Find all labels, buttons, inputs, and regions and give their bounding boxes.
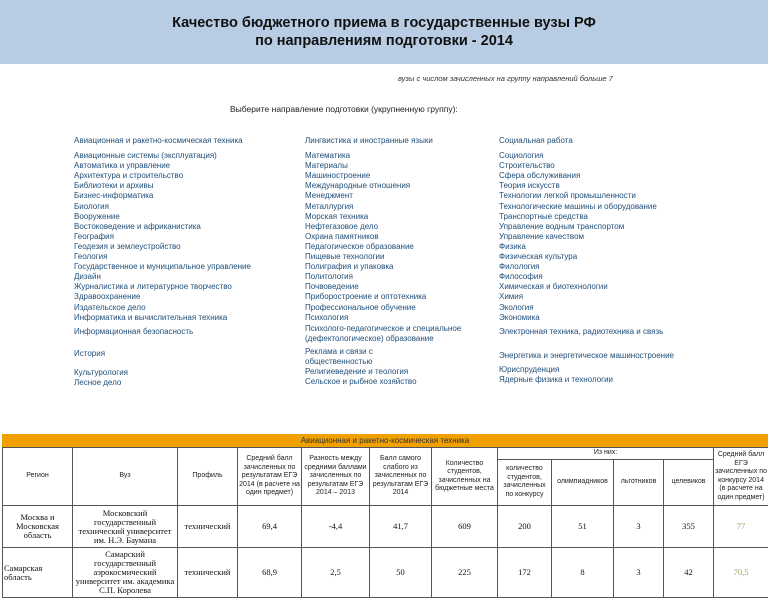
header-vuz: Вуз xyxy=(73,448,178,506)
directions-column-3 xyxy=(499,136,699,385)
direction-link[interactable]: Политология xyxy=(305,272,353,282)
note-text: вузы с числом зачисленных на группу направлений больше 7 xyxy=(398,74,613,83)
direction-link[interactable]: Дизайн xyxy=(74,272,101,282)
cell-vuz: Московский государственный технический университет им. Н.Э. Баумана xyxy=(73,506,178,548)
choose-direction-label: Выберите направление подготовки (укрупненную группу): xyxy=(230,104,458,114)
header-avg2014: Средний балл зачисленных по результатам ЕГЭ 2014 (в расчете на один предмет) xyxy=(238,448,302,506)
header-diff: Разность между средними баллами зачисленных по результатам ЕГЭ 2014 – 2013 xyxy=(302,448,370,506)
header-targeted: целевиков xyxy=(664,459,714,506)
cell-weakest: 41,7 xyxy=(370,506,432,548)
cell-avg2014: 69,4 xyxy=(238,506,302,548)
direction-link[interactable]: Информатика и вычислительная техника xyxy=(74,312,228,322)
cell-budget-count: 609 xyxy=(432,506,498,548)
cell-privileged: 3 xyxy=(614,548,664,598)
direction-link[interactable]: Охрана памятников xyxy=(305,231,379,241)
table-row xyxy=(3,506,768,548)
direction-link[interactable]: Электронная техника, радиотехника и связь xyxy=(499,326,664,336)
direction-link[interactable]: Пищевые технологии xyxy=(305,252,385,262)
direction-link[interactable]: Авиационные системы (эксплуатация) xyxy=(74,151,217,161)
direction-link[interactable]: Сельское и рыбное хозяйство xyxy=(305,376,417,386)
direction-link[interactable]: Управление качеством xyxy=(499,231,585,241)
direction-link[interactable]: Социальная работа xyxy=(499,136,573,145)
results-table xyxy=(2,447,768,598)
cell-avg2014: 68,9 xyxy=(238,548,302,598)
cell-targeted: 42 xyxy=(664,548,714,598)
cell-diff: 2,5 xyxy=(302,548,370,598)
direction-link[interactable]: Строительство xyxy=(499,161,555,171)
header-group: Из них: xyxy=(498,448,714,460)
direction-link[interactable]: Почвоведение xyxy=(305,282,359,292)
direction-link[interactable]: Журналистика и литературное творчество xyxy=(74,282,232,292)
direction-link[interactable]: Культурология xyxy=(74,367,129,377)
direction-link[interactable]: Юриспруденция xyxy=(499,364,560,374)
page-title-line1: Качество бюджетного приема в государственные вузы РФ xyxy=(172,15,596,31)
cell-diff: -4,4 xyxy=(302,506,370,548)
direction-link[interactable]: Международные отношения xyxy=(305,181,411,191)
direction-link[interactable]: Филология xyxy=(499,262,540,272)
header-contest-count: количество студентов, зачисленных по конкурсу xyxy=(498,459,552,506)
direction-link[interactable]: Технологии легкой промышленности xyxy=(499,191,636,201)
cell-olympiad: 51 xyxy=(552,506,614,548)
cell-profile: технический xyxy=(178,548,238,598)
direction-link[interactable]: Ядерные физика и технологии xyxy=(499,374,614,384)
cell-olympiad: 8 xyxy=(552,548,614,598)
direction-link[interactable]: Сфера обслуживания xyxy=(499,171,581,181)
direction-link[interactable]: Авиационная и ракетно-космическая техника xyxy=(74,136,243,145)
direction-link[interactable]: Архитектура и строительство xyxy=(74,171,184,181)
direction-link[interactable]: Полиграфия и упаковка xyxy=(305,262,394,272)
direction-link[interactable]: Издательское дело xyxy=(74,302,146,312)
cell-budget-count: 225 xyxy=(432,548,498,598)
direction-link[interactable]: Лингвистика и иностранные языки xyxy=(305,136,433,145)
direction-link[interactable]: Религиеведение и теология xyxy=(305,366,409,376)
direction-link[interactable]: Психолого-педагогическое и специальное (дефектологическое) образование xyxy=(305,323,462,343)
direction-link[interactable]: Приборостроение и оптотехника xyxy=(305,292,427,302)
direction-link[interactable]: Психология xyxy=(305,312,349,322)
cell-targeted: 355 xyxy=(664,506,714,548)
header-budget-count: Количество студентов, зачисленных на бюджетные места xyxy=(432,448,498,506)
direction-link[interactable]: Машиностроение xyxy=(305,171,371,181)
direction-link[interactable]: Автоматика и управление xyxy=(74,161,171,171)
cell-contest-avg: 70,5 xyxy=(714,548,768,598)
direction-link[interactable]: Экология xyxy=(499,302,534,312)
direction-link[interactable]: Геодезия и землеустройство xyxy=(74,241,181,251)
direction-link[interactable]: Менеджмент xyxy=(305,191,353,201)
direction-link[interactable]: Химия xyxy=(499,292,524,302)
direction-link[interactable]: География xyxy=(74,231,114,241)
direction-link[interactable]: Социология xyxy=(499,151,544,161)
page-title-line2: по направлениям подготовки - 2014 xyxy=(255,33,513,49)
cell-contest-count: 200 xyxy=(498,506,552,548)
direction-link[interactable]: Реклама и связи с общественностью xyxy=(305,346,373,366)
direction-link[interactable]: Педагогическое образование xyxy=(305,241,414,251)
direction-link[interactable]: Государственное и муниципальное управление xyxy=(74,262,251,272)
header-profile: Профиль xyxy=(178,448,238,506)
header-olympiad: олимпиадников xyxy=(552,459,614,506)
cell-vuz: Самарский государственный аэрокосмический университет им. академика С.П. Королева xyxy=(73,548,178,598)
direction-link[interactable]: Бизнес-информатика xyxy=(74,191,154,201)
cell-weakest: 50 xyxy=(370,548,432,598)
direction-link[interactable]: Транспортные средства xyxy=(499,211,588,221)
cell-region: Самарская область xyxy=(3,548,73,598)
direction-link[interactable]: Материалы xyxy=(305,161,348,171)
table-band-title: Авиационная и ракетно-космическая техника xyxy=(2,434,768,447)
direction-link[interactable]: Технологические машины и оборудование xyxy=(499,201,657,211)
direction-link[interactable]: Здравоохранение xyxy=(74,292,141,302)
direction-link[interactable]: Управление водным транспортом xyxy=(499,221,625,231)
header-region: Регион xyxy=(3,448,73,506)
direction-link[interactable]: Востоковедение и африканистика xyxy=(74,221,201,231)
directions-column-2 xyxy=(305,136,495,387)
direction-link[interactable]: Физика xyxy=(499,241,526,251)
direction-link[interactable]: Геология xyxy=(74,252,108,262)
direction-link[interactable]: Физическая культура xyxy=(499,252,578,262)
header-contest-avg: Средний балл ЕГЭ зачисленных по конкурсу 2014 (в расчете на один предмет) xyxy=(714,448,768,506)
direction-link[interactable]: История xyxy=(74,348,106,358)
direction-link[interactable]: Экономика xyxy=(499,312,540,322)
table-row xyxy=(3,548,768,598)
header-privileged: льготников xyxy=(614,459,664,506)
direction-link[interactable]: Лесное дело xyxy=(74,377,122,387)
direction-link[interactable]: Химическая и биотехнологии xyxy=(499,282,608,292)
directions-column-1 xyxy=(74,136,299,388)
direction-link[interactable]: Вооружение xyxy=(74,211,120,221)
direction-link[interactable]: Библиотеки и архивы xyxy=(74,181,154,191)
page-header xyxy=(0,0,768,64)
direction-link[interactable]: Энергетика и энергетическое машиностроение xyxy=(499,350,674,360)
direction-link[interactable]: Нефтегазовое дело xyxy=(305,221,379,231)
cell-contest-count: 172 xyxy=(498,548,552,598)
direction-link[interactable]: Биология xyxy=(74,201,109,211)
direction-link[interactable]: Профессиональное обучение xyxy=(305,302,416,312)
cell-region: Москва и Московская область xyxy=(3,506,73,548)
cell-contest-avg: 77 xyxy=(714,506,768,548)
direction-link[interactable]: Математика xyxy=(305,151,351,161)
direction-link[interactable]: Теория искусств xyxy=(499,181,560,191)
header-weakest: Балл самого слабого из зачисленных по результатам ЕГЭ 2014 xyxy=(370,448,432,506)
direction-link[interactable]: Философия xyxy=(499,272,543,282)
direction-link[interactable]: Металлургия xyxy=(305,201,354,211)
direction-link[interactable]: Морская техника xyxy=(305,211,369,221)
cell-profile: технический xyxy=(178,506,238,548)
results-table-section xyxy=(2,434,768,598)
cell-privileged: 3 xyxy=(614,506,664,548)
direction-link[interactable]: Информационная безопасность xyxy=(74,326,194,336)
